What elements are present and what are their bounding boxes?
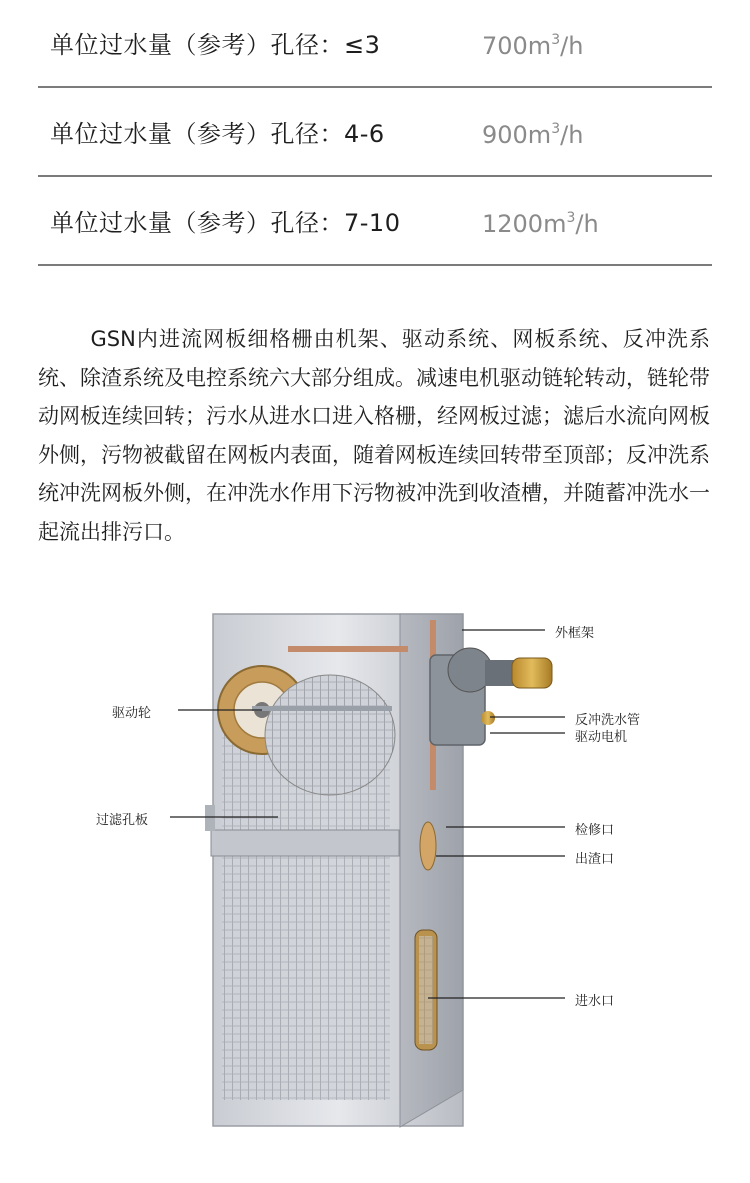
label-backwash-pipe: 反冲洗水管	[575, 713, 641, 728]
spec-value: $900m^3/h$	[482, 121, 584, 149]
label-water-inlet: 进水口	[575, 994, 615, 1009]
spec-row	[38, 0, 712, 88]
label-slag-outlet: 出渣口	[575, 852, 615, 867]
spec-row	[38, 177, 712, 266]
description-paragraph: GSN内进流网板细格栅由机架、驱动系统、网板系统、反冲洗系统、除渣系统及电控系统六大部分组成。减速电机驱动链轮转动，链轮带动网板连续回转；污水从进水口进入格栅，经网板过滤；滤后水流向网板外侧，污物被截留在网板内表面，随着网板连续回转带至顶部；反冲洗系统冲洗网板外侧，在冲洗水作用下污物被冲洗到收渣槽，并随蓄冲洗水一起流出排污口。	[38, 327, 710, 544]
drive-motor	[430, 648, 552, 745]
spec-value: $700m^3/h$	[482, 32, 584, 60]
spec-value: $1200m^3/h$	[482, 210, 599, 238]
grille-machine-illustration	[0, 590, 750, 1183]
label-drive-wheel: 驱动轮	[112, 706, 152, 721]
label-inspection-port: 检修口	[575, 823, 615, 838]
water-inlet	[415, 930, 437, 1050]
label-filter-plate: 过滤孔板	[96, 813, 149, 828]
spec-label: 单位过水量（参考）孔径：4-6	[50, 120, 385, 148]
inspection-port	[420, 822, 436, 870]
label-drive-motor: 驱动电机	[575, 730, 628, 745]
spec-table	[38, 0, 712, 266]
spec-label: 单位过水量（参考）孔径：7-10	[50, 209, 401, 237]
label-outer-frame: 外框架	[555, 626, 595, 641]
equipment-diagram	[0, 590, 750, 1183]
spec-label: 单位过水量（参考）孔径：≤3	[50, 31, 381, 59]
spec-row	[38, 88, 712, 177]
